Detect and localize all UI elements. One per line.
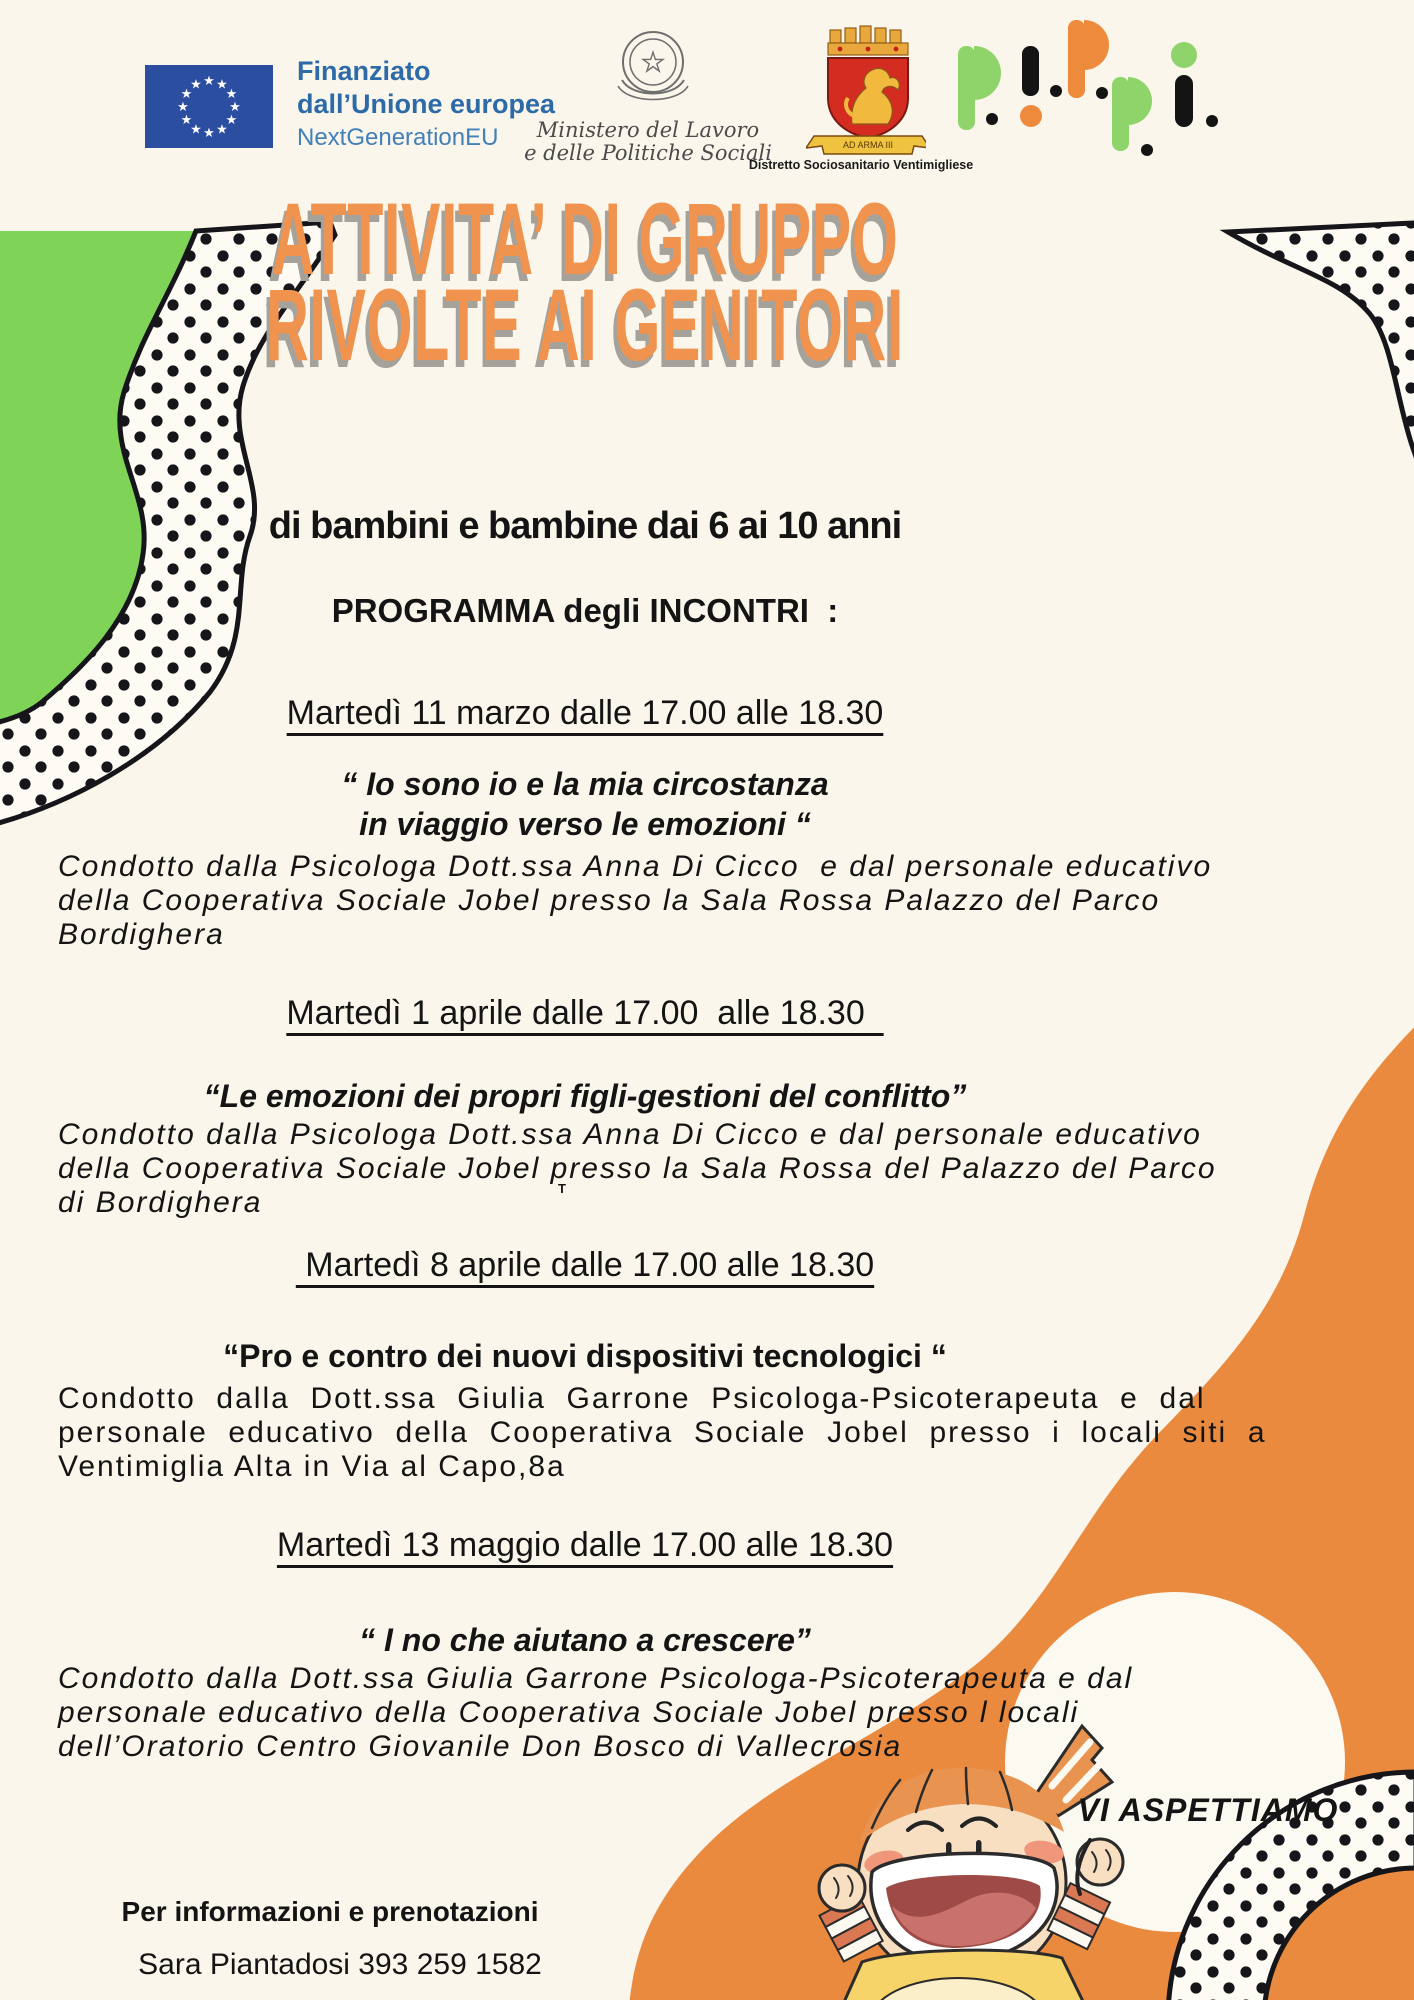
district-motto: AD ARMA III xyxy=(842,140,894,150)
session3-desc-line3: Ventimiglia Alta in Via al Capo,8a xyxy=(58,1450,566,1483)
svg-text:★: ★ xyxy=(216,77,228,93)
svg-text:★: ★ xyxy=(229,100,241,115)
program-heading: PROGRAMMA degli INCONTRI : xyxy=(331,592,839,629)
eu-funding-line2: dall’Unione europea xyxy=(297,89,556,119)
session4-desc-line1: Condotto dalla Dott.ssa Giulia Garrone Psicologa-Psicoterapeuta e dal xyxy=(58,1662,1134,1695)
svg-text:★: ★ xyxy=(180,113,193,128)
closing-text: VI ASPETTIAMO xyxy=(1077,1792,1339,1828)
svg-text:★: ★ xyxy=(190,77,202,93)
ministry-name-line2: e delle Politiche Sociali xyxy=(524,141,772,165)
session2-desc-line1: Condotto dalla Psicologa Dott.ssa Anna Di Cicco e dal personale educativo xyxy=(58,1118,1202,1151)
svg-text:★: ★ xyxy=(203,74,215,89)
eu-flag-icon xyxy=(145,65,275,150)
svg-text:★: ★ xyxy=(225,113,238,128)
svg-text:★: ★ xyxy=(203,126,215,141)
session1-desc-line3: Bordighera xyxy=(58,918,225,951)
session2-desc-line3: di Bordighera xyxy=(58,1186,263,1219)
session3-desc-line1: Condotto dalla Dott.ssa Giulia Garrone Psicologa-Psicoterapeuta e dal xyxy=(58,1382,1206,1415)
session2-desc-line2: della Cooperativa Sociale Jobel presso la Sala Rossa del Palazzo del Parco xyxy=(58,1152,1217,1185)
session2-title-line1: “Le emozioni dei propri figli-gestioni del conflitto” xyxy=(203,1078,967,1114)
page-title-line2: RIVOLTE AI GENITORI xyxy=(266,268,904,382)
left-fist xyxy=(819,1865,865,1911)
district-label: Distretto Sociosanitario Ventimigliese xyxy=(748,158,974,172)
svg-text:★: ★ xyxy=(190,122,202,138)
session4-desc-line2: personale educativo della Cooperativa Sociale Jobel presso l locali xyxy=(58,1696,1080,1729)
session4-desc-line3: dell’Oratorio Centro Giovanile Don Bosco di Vallecrosia xyxy=(58,1730,903,1763)
eu-funding-line3: NextGenerationEU xyxy=(297,124,499,151)
right-fist xyxy=(1077,1839,1123,1885)
contact-heading: Per informazioni e prenotazioni xyxy=(121,1896,539,1927)
svg-text:★: ★ xyxy=(641,48,665,78)
page-title-line1: ATTIVITA’ DI GRUPPO xyxy=(271,182,899,296)
svg-text:★: ★ xyxy=(177,100,189,115)
session3-desc-line2: personale educativo della Cooperativa Sociale Jobel presso i locali siti a xyxy=(58,1416,1267,1449)
session1-desc-line2: della Cooperativa Sociale Jobel presso la Sala Rossa Palazzo del Parco xyxy=(58,884,1161,917)
svg-text:★: ★ xyxy=(225,87,238,102)
contact-phone: Sara Piantadosi 393 259 1582 xyxy=(138,1948,542,1981)
session4-title-line1: “ I no che aiutano a crescere” xyxy=(359,1622,811,1658)
svg-text:★: ★ xyxy=(216,122,228,138)
session3-title-line1: “Pro e contro dei nuovi dispositivi tecnologici “ xyxy=(223,1338,947,1374)
ministry-name-line1: Ministero del Lavoro xyxy=(536,118,760,142)
session4-date: Martedì 13 maggio dalle 17.00 alle 18.30 xyxy=(276,1526,894,1564)
session1-desc-line1: Condotto dalla Psicologa Dott.ssa Anna Di Cicco e dal personale educativo xyxy=(58,850,1213,883)
svg-text:★: ★ xyxy=(180,87,193,102)
session2-date: Martedì 1 aprile dalle 17.00 alle 18.30 xyxy=(286,994,884,1032)
pippi-logo xyxy=(950,15,1230,175)
session1-title-line2: in viaggio verso le emozioni “ xyxy=(359,806,811,842)
session1-title-line1: “ Io sono io e la mia circostanza xyxy=(341,766,829,802)
session3-date: Martedì 8 aprile dalle 17.00 alle 18.30 xyxy=(295,1246,875,1284)
session2-footnote: T xyxy=(558,1181,566,1196)
district-crest-icon xyxy=(806,16,926,156)
eu-funding-line1: Finanziato xyxy=(297,56,431,86)
subtitle: di bambini e bambine dai 6 ai 10 anni xyxy=(268,505,902,547)
ministry-emblem-icon xyxy=(598,28,708,116)
session1-date: Martedì 11 marzo dalle 17.00 alle 18.30 xyxy=(286,694,884,732)
top-right-dotted-band xyxy=(1228,222,1414,492)
